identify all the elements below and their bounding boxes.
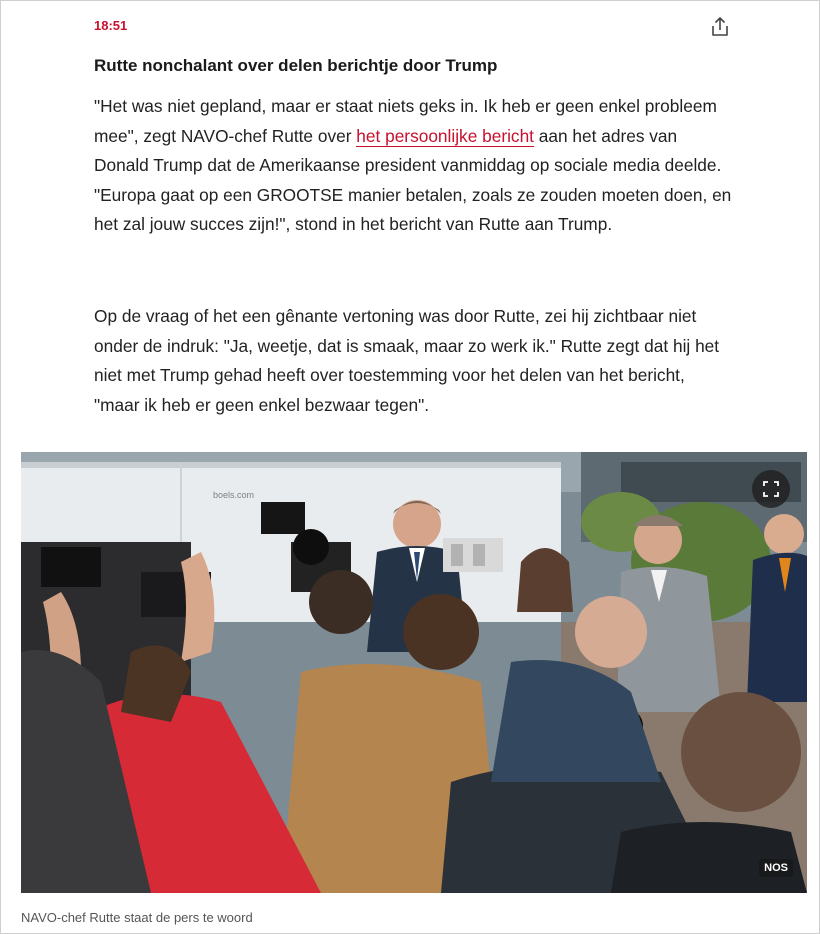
article-paragraph-1 — [94, 92, 734, 240]
expand-icon — [762, 480, 780, 498]
article-photo — [21, 452, 807, 893]
paragraph-1-text-before: "Het was niet gepland, maar er staat niets geks in. Ik heb er geen enkel probleem mee", zegt NAVO-chef Rutte over — [94, 96, 717, 146]
persoonlijke-bericht-link[interactable]: het persoonlijke bericht — [356, 125, 534, 146]
photo-caption: NAVO-chef Rutte staat de pers te woord — [21, 910, 253, 925]
paragraph-1-text-after: aan het adres van Donald Trump dat de Amerikaanse president vanmiddag op sociale media deelde. "Europa gaat op een GROOTSE manier betalen, zoals ze zouden moeten doen, en het zal jouw succes zijn!", stond in het bericht van Rutte aan Trump. — [94, 125, 732, 235]
timestamp: 18:51 — [94, 18, 128, 33]
banner-text: boels.com — [213, 490, 255, 500]
share-button[interactable] — [709, 16, 731, 38]
press-scrum-photo — [21, 452, 807, 893]
share-icon — [709, 16, 731, 38]
nos-badge: NOS — [759, 859, 793, 877]
fullscreen-button[interactable] — [752, 470, 790, 508]
article-paragraph-2: Op de vraag of het een gênante vertoning was door Rutte, zei hij zichtbaar niet onder de indruk: "Ja, weetje, dat is smaak, maar zo werk ik." Rutte zegt dat hij het niet met Trump gehad heeft over toestemming voor het delen van het bericht, "maar ik heb er geen enkel bezwaar tegen". — [94, 306, 720, 415]
article-headline: Rutte nonchalant over delen berichtje door Trump — [94, 56, 498, 75]
